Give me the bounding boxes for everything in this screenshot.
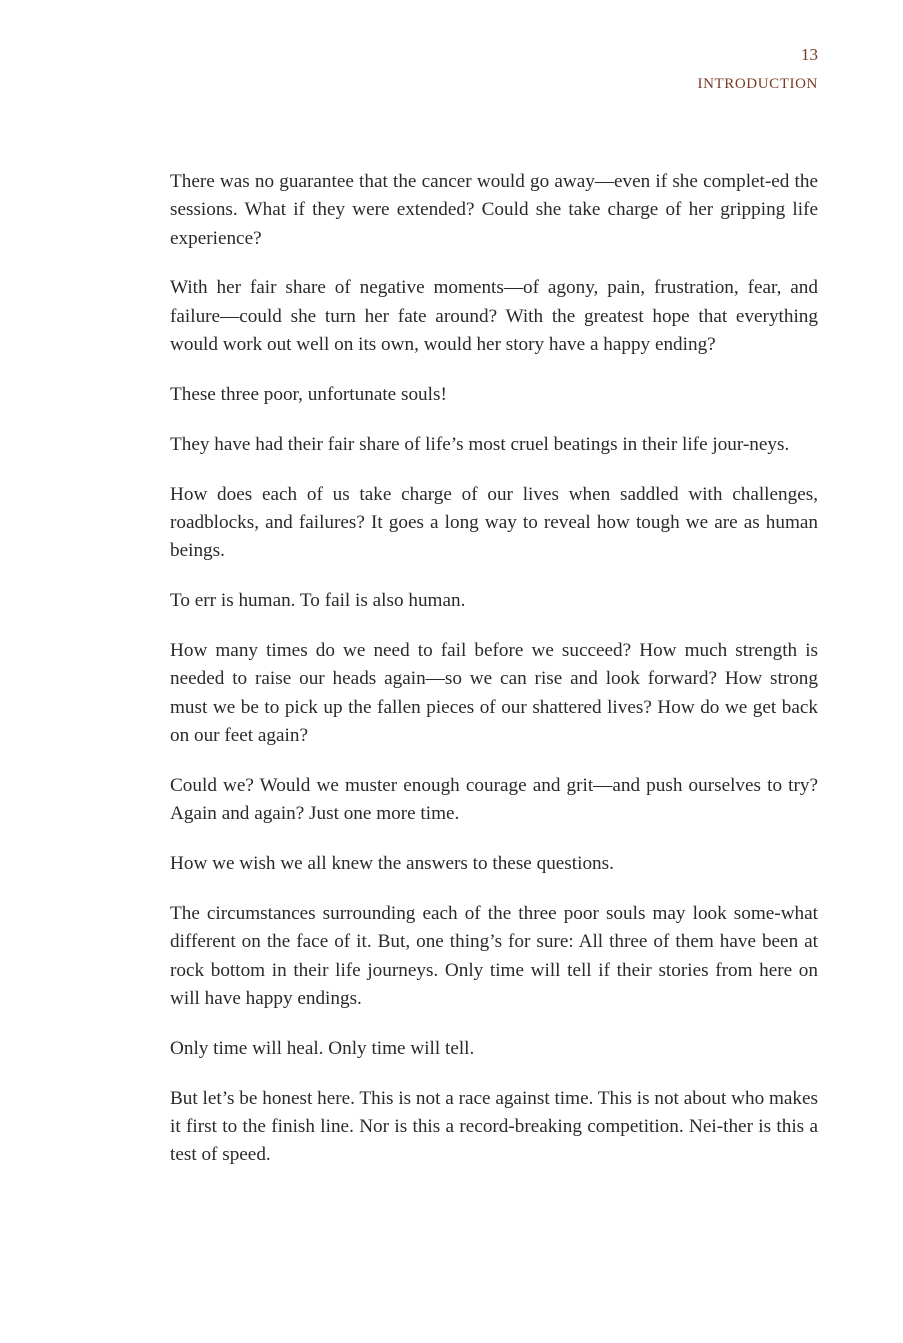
paragraph: Could we? Would we muster enough courage and grit—and push ourselves to try? Again and again? Just one more time. — [170, 774, 818, 825]
section-title: INTRODUCTION — [697, 76, 818, 92]
paragraph: Only time will heal. Only time will tell. — [170, 1037, 475, 1059]
running-head — [697, 43, 818, 96]
page-number: 13 — [801, 45, 818, 64]
paragraph: These three poor, unfortunate souls! — [170, 383, 447, 405]
paragraph: But let’s be honest here. This is not a race against time. This is not about who makes it first to the finish line. Nor is this a record-breaking competition. Nei-ther is this a test of speed. — [170, 1087, 818, 1166]
paragraph: There was no guarantee that the cancer would go away—even if she complet-ed the sessions. What if they were extended? Could she take charge of her gripping life experience? — [170, 171, 818, 249]
paragraph: How does each of us take charge of our lives when saddled with challenges, roadblocks, and failures? It goes a long way to reveal how tough we are as human beings. — [170, 483, 818, 562]
paragraph: With her fair share of negative moments—of agony, pain, frustration, fear, and failure—could she turn her fate around? With the greatest hope that everything would work out well on its own, would her story have a happy ending? — [170, 277, 818, 356]
paragraph: To err is human. To fail is also human. — [170, 590, 466, 612]
paragraph: The circumstances surrounding each of the three poor souls may look some-what different on the face of it. But, one thing’s for sure: All three of them have been at rock bottom in their life journeys. Only time will tell if their stories from here on will have happy endings. — [170, 902, 818, 1009]
paragraph: How many times do we need to fail before we succeed? How much strength is needed to raise our heads again—so we can rise and look forward? How strong must we be to pick up the fallen pieces of our shattered lives? How do we get back on our feet again? — [170, 640, 818, 747]
body-text — [170, 168, 818, 1191]
paragraph: They have had their fair share of life’s most cruel beatings in their life jour-neys. — [170, 433, 790, 455]
paragraph: How we wish we all knew the answers to these questions. — [170, 853, 614, 875]
